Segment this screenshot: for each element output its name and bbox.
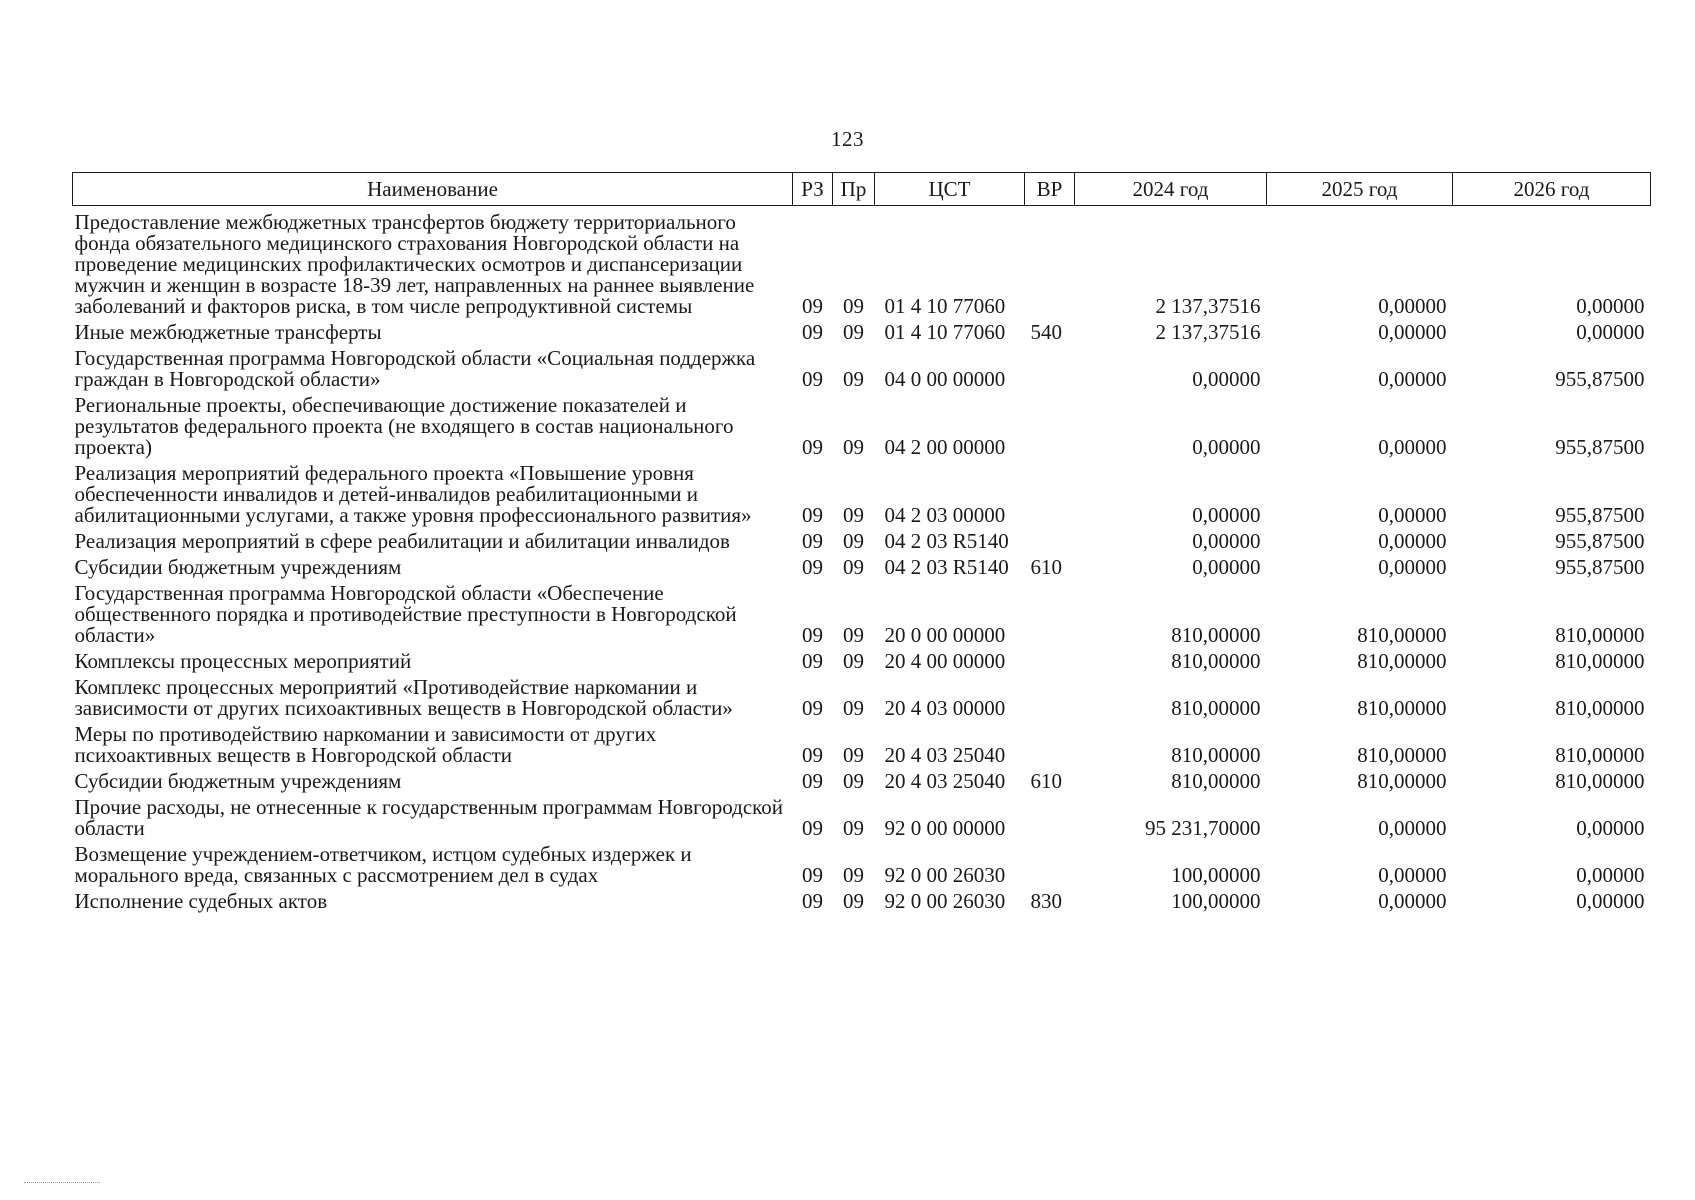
cell-cst: 04 2 03 R5140 [884,555,1009,579]
cell-2024: 0,00000 [1192,529,1261,553]
table-row [73,888,1651,914]
cell-name: Комплексы процессных мероприятий [74,649,412,673]
cell-2026: 955,87500 [1555,555,1645,579]
cell-name: Меры по противодействию наркомании и зависимости от других психоактивных веществ в Новгородской области [74,722,657,767]
cell-vr [1025,841,1075,888]
cell-rz: 09 [802,367,823,391]
cell-name: Предоставление межбюджетных трансфертов бюджету территориального фонда обязательного медицинского страхования Новгородской области на проведение медицинских профилактических осмотров и диспансеризации мужчин и женщин в возрасте 18-39 лет, направленных на раннее выявление заболеваний и факторов риска, в том числе репродуктивной системы [74,210,755,318]
table-row [73,580,1651,648]
cell-vr [1025,580,1075,648]
cell-vr: 830 [1030,889,1062,913]
table-row [73,206,1651,320]
budget-table [72,172,1651,914]
cell-cst: 20 4 03 00000 [884,696,1006,720]
cell-rz: 09 [802,743,823,767]
cell-pr: 09 [843,435,864,459]
cell-2026: 810,00000 [1555,743,1645,767]
cell-rz: 09 [802,696,823,720]
cell-2024: 810,00000 [1171,769,1261,793]
cell-2025: 0,00000 [1378,503,1447,527]
cell-2024: 0,00000 [1192,435,1261,459]
cell-2025: 810,00000 [1357,743,1447,767]
cell-rz: 09 [802,863,823,887]
table-header [73,173,1651,206]
cell-vr [1025,528,1075,554]
cell-name: Исполнение судебных актов [74,889,328,913]
cell-rz: 09 [802,889,823,913]
cell-cst: 20 4 03 25040 [884,769,1006,793]
cell-vr [1025,460,1075,528]
cell-2026: 810,00000 [1555,623,1645,647]
cell-pr: 09 [843,294,864,318]
header-pr: Пр [833,173,875,206]
cell-name: Государственная программа Новгородской области «Обеспечение общественного порядка и противодействие преступности в Новгородской области» [74,581,737,647]
cell-2026: 810,00000 [1555,769,1645,793]
cell-rz: 09 [802,623,823,647]
cell-cst: 92 0 00 26030 [884,863,1006,887]
cell-cst: 92 0 00 26030 [884,889,1006,913]
cell-name: Иные межбюджетные трансферты [74,320,382,344]
cell-2026: 955,87500 [1555,503,1645,527]
cell-vr [1025,392,1075,460]
cell-2024: 810,00000 [1171,623,1261,647]
cell-vr [1025,206,1075,320]
table-row [73,674,1651,721]
table-row [73,319,1651,345]
cell-2026: 0,00000 [1576,320,1645,344]
scan-mark [24,1182,100,1185]
cell-cst: 20 4 00 00000 [884,649,1006,673]
cell-rz: 09 [802,503,823,527]
cell-2025: 810,00000 [1357,649,1447,673]
cell-2025: 0,00000 [1378,367,1447,391]
cell-2024: 810,00000 [1171,743,1261,767]
cell-rz: 09 [802,435,823,459]
cell-vr [1025,648,1075,674]
cell-2025: 0,00000 [1378,294,1447,318]
cell-name: Субсидии бюджетным учреждениям [74,555,402,579]
cell-cst: 04 2 03 00000 [884,503,1006,527]
cell-2024: 100,00000 [1171,863,1261,887]
cell-pr: 09 [843,503,864,527]
cell-name: Прочие расходы, не отнесенные к государственным программам Новгородской области [74,795,784,840]
cell-vr [1025,794,1075,841]
cell-pr: 09 [843,320,864,344]
cell-rz: 09 [802,320,823,344]
table-row [73,721,1651,768]
cell-2025: 0,00000 [1378,555,1447,579]
cell-2024: 2 137,37516 [1155,294,1261,318]
cell-cst: 01 4 10 77060 [884,320,1006,344]
cell-vr [1025,674,1075,721]
table-row [73,528,1651,554]
header-2024: 2024 год [1075,173,1267,206]
table-row [73,648,1651,674]
cell-rz: 09 [802,555,823,579]
cell-2025: 0,00000 [1378,863,1447,887]
cell-2026: 810,00000 [1555,649,1645,673]
cell-2025: 0,00000 [1378,529,1447,553]
header-name: Наименование [73,173,793,206]
header-2026: 2026 год [1453,173,1651,206]
cell-2025: 0,00000 [1378,816,1447,840]
page-number: 123 [831,127,864,151]
cell-2026: 810,00000 [1555,696,1645,720]
cell-pr: 09 [843,769,864,793]
cell-name: Реализация мероприятий в сфере реабилитации и абилитации инвалидов [74,529,730,553]
cell-vr: 540 [1030,320,1062,344]
cell-name: Субсидии бюджетным учреждениям [74,769,402,793]
cell-cst: 20 0 00 00000 [884,623,1006,647]
cell-pr: 09 [843,743,864,767]
cell-2026: 955,87500 [1555,435,1645,459]
header-2025: 2025 год [1267,173,1453,206]
cell-2024: 0,00000 [1192,367,1261,391]
cell-cst: 04 2 00 00000 [884,435,1006,459]
cell-name: Возмещение учреждением-ответчиком, истцом судебных издержек и морального вреда, связанных с рассмотрением дел в судах [74,842,692,887]
cell-2025: 0,00000 [1378,435,1447,459]
table-row [73,392,1651,460]
cell-rz: 09 [802,649,823,673]
cell-cst: 01 4 10 77060 [884,294,1006,318]
cell-rz: 09 [802,769,823,793]
cell-2024: 2 137,37516 [1155,320,1261,344]
table-row [73,768,1651,794]
table-row [73,841,1651,888]
table-row [73,554,1651,580]
cell-2026: 0,00000 [1576,816,1645,840]
table-row [73,460,1651,528]
cell-pr: 09 [843,649,864,673]
cell-2025: 810,00000 [1357,696,1447,720]
cell-2026: 955,87500 [1555,367,1645,391]
cell-2024: 0,00000 [1192,555,1261,579]
cell-pr: 09 [843,529,864,553]
cell-vr [1025,345,1075,392]
cell-2026: 0,00000 [1576,889,1645,913]
cell-name: Государственная программа Новгородской области «Социальная поддержка граждан в Новгородской области» [74,346,756,391]
cell-vr: 610 [1030,555,1062,579]
cell-rz: 09 [802,529,823,553]
cell-2024: 100,00000 [1171,889,1261,913]
cell-2024: 810,00000 [1171,649,1261,673]
table-row [73,345,1651,392]
cell-pr: 09 [843,555,864,579]
cell-2025: 0,00000 [1378,889,1447,913]
cell-name: Комплекс процессных мероприятий «Противодействие наркомании и зависимости от других психоактивных веществ в Новгородской области» [74,675,733,720]
header-cst: ЦСТ [875,173,1025,206]
cell-rz: 09 [802,816,823,840]
cell-2024: 810,00000 [1171,696,1261,720]
cell-name: Региональные проекты, обеспечивающие достижение показателей и результатов федерального проекта (не входящего в состав национального проекта) [74,393,734,459]
cell-pr: 09 [843,863,864,887]
cell-cst: 04 2 03 R5140 [884,529,1009,553]
table-body [73,206,1651,915]
cell-2024: 0,00000 [1192,503,1261,527]
cell-2025: 0,00000 [1378,320,1447,344]
cell-pr: 09 [843,816,864,840]
cell-pr: 09 [843,889,864,913]
cell-pr: 09 [843,696,864,720]
cell-name: Реализация мероприятий федерального проекта «Повышение уровня обеспеченности инвалидов и детей-инвалидов реабилитационными и абилитационными услугами, а также уровня профессионального развития» [74,461,752,527]
cell-2025: 810,00000 [1357,769,1447,793]
cell-pr: 09 [843,367,864,391]
header-rz: РЗ [793,173,833,206]
cell-vr: 610 [1030,769,1062,793]
table-row [73,794,1651,841]
cell-cst: 92 0 00 00000 [884,816,1006,840]
cell-2026: 0,00000 [1576,294,1645,318]
cell-2026: 0,00000 [1576,863,1645,887]
cell-vr [1025,721,1075,768]
header-row [73,173,1651,206]
cell-pr: 09 [843,623,864,647]
cell-rz: 09 [802,294,823,318]
cell-2024: 95 231,70000 [1145,816,1261,840]
cell-cst: 20 4 03 25040 [884,743,1006,767]
header-vr: ВР [1025,173,1075,206]
cell-cst: 04 0 00 00000 [884,367,1006,391]
cell-2025: 810,00000 [1357,623,1447,647]
cell-2026: 955,87500 [1555,529,1645,553]
